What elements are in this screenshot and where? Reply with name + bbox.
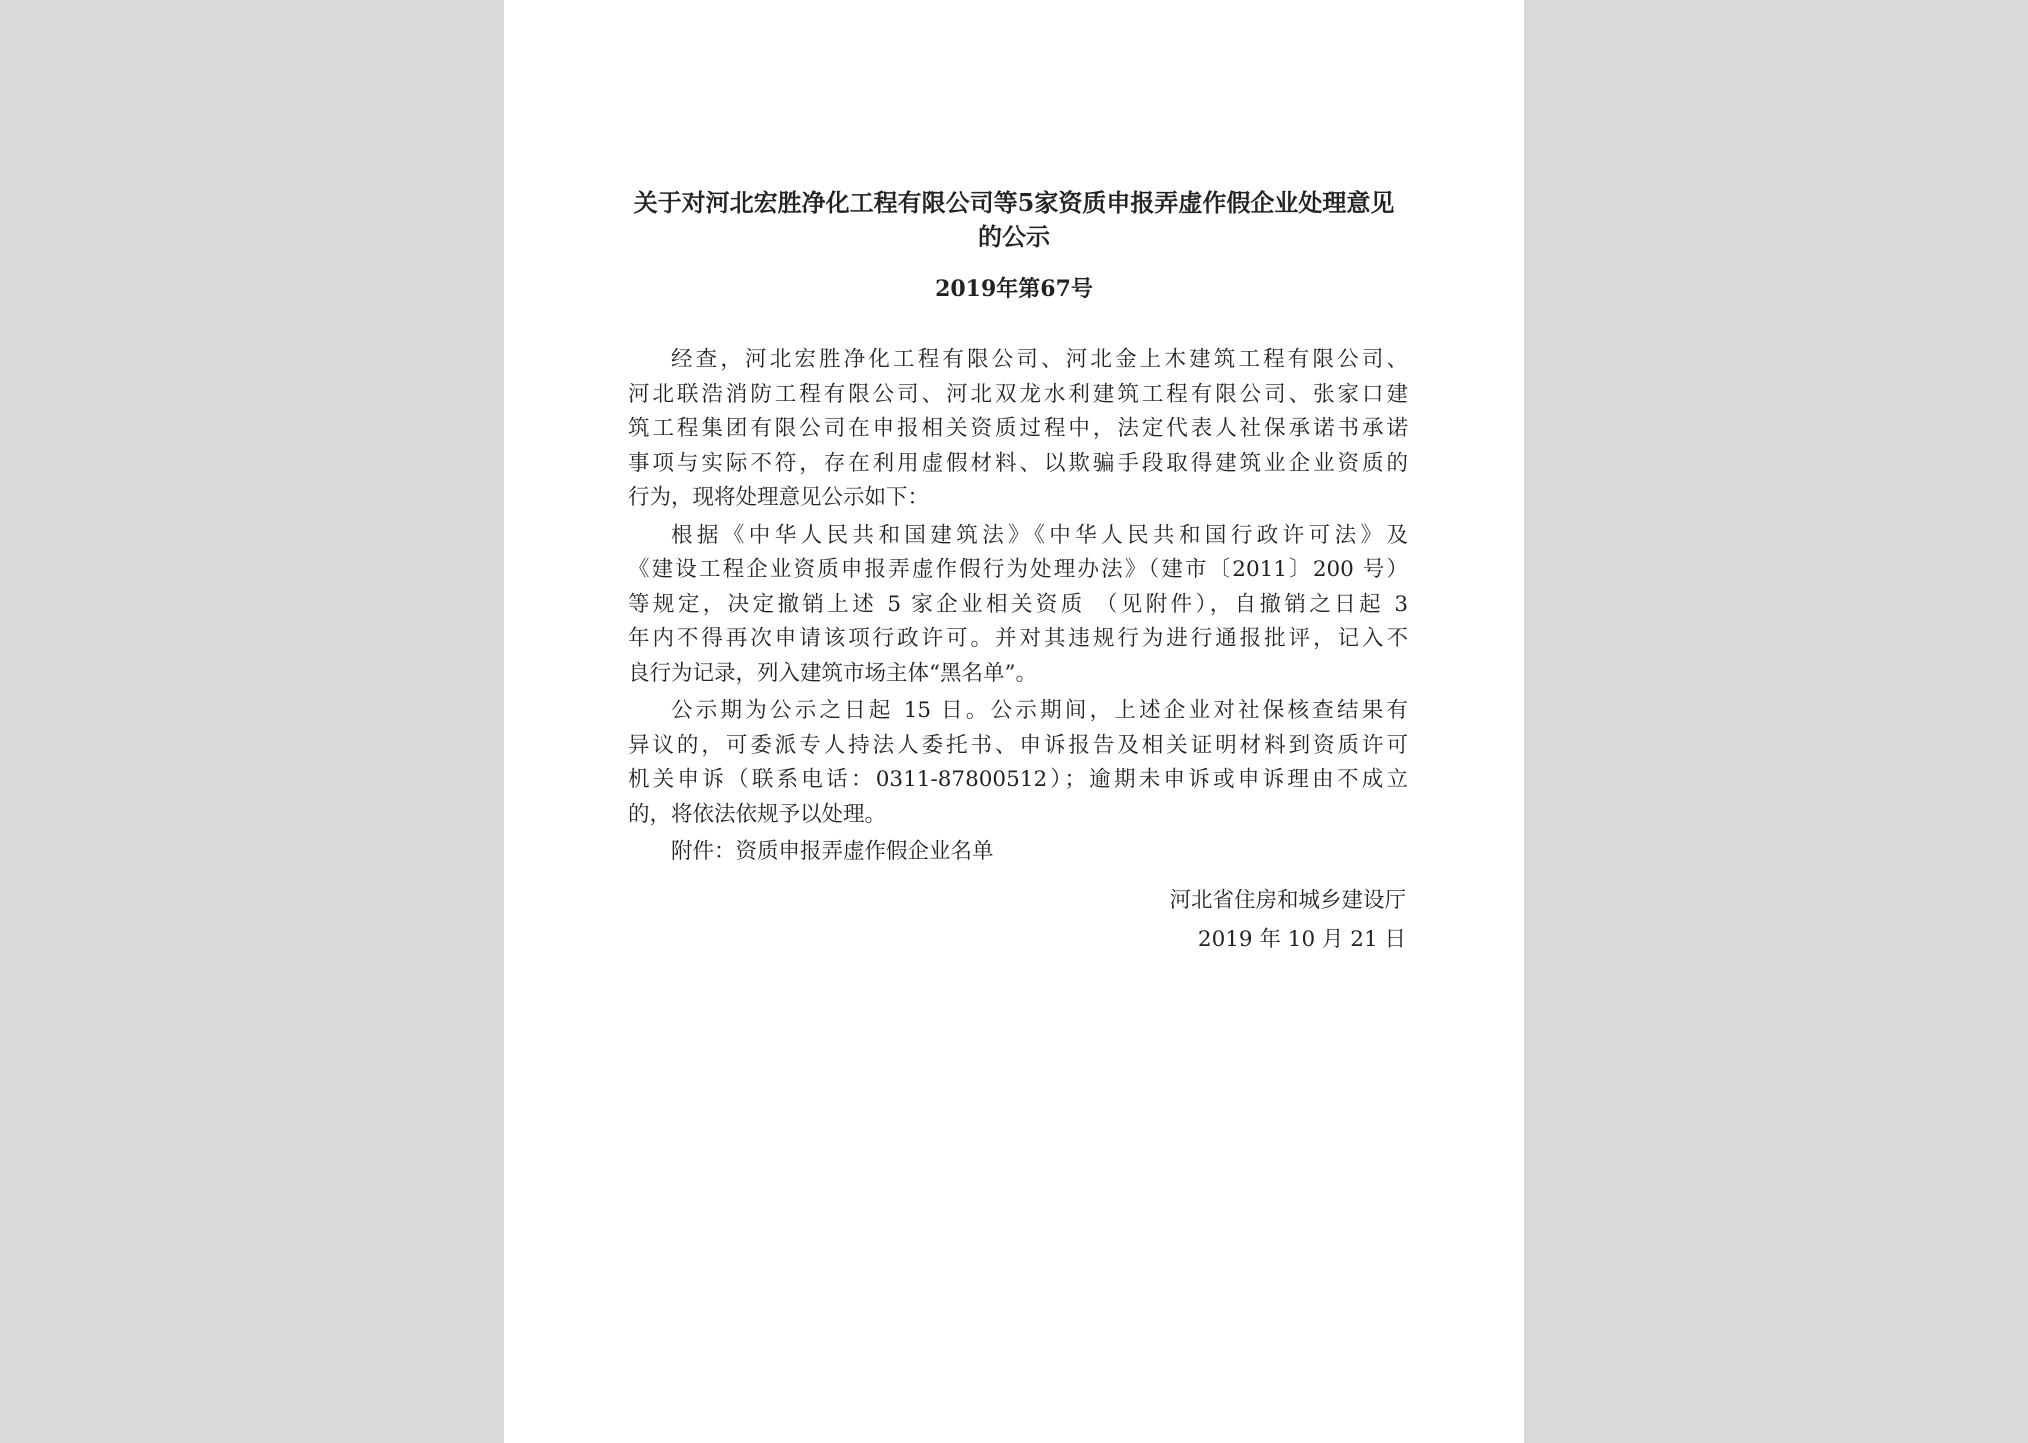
text-line: 根据《中华人民共和国建筑法》《中华人民共和国行政许可法》及 bbox=[671, 522, 1408, 548]
title-line: 关于对河北宏胜净化工程有限公司等5家资质申报弄虚作假企业处理意见 bbox=[633, 188, 1395, 217]
text-line: 年内不得再次申请该项行政许可。并对其违规行为进行通报批评，记入不 bbox=[628, 626, 1408, 651]
attachment-line: 附件：资质申报弄虚作假企业名单 bbox=[671, 839, 994, 864]
text-line: 等规定，决定撤销上述 5 家企业相关资质 （见附件），自撤销之日起 3 bbox=[628, 591, 1408, 617]
paragraph-findings bbox=[628, 343, 1408, 516]
document-body bbox=[628, 343, 1408, 870]
text-line: 行为，现将处理意见公示如下： bbox=[628, 485, 930, 510]
document-page bbox=[504, 0, 1524, 1443]
text-line: 事项与实际不符，存在利用虚假材料、以欺骗手段取得建筑业企业资质的 bbox=[628, 450, 1408, 476]
paragraph-public-notice-period bbox=[628, 694, 1408, 832]
signature-date: 2019 年 10 月 21 日 bbox=[1197, 927, 1406, 952]
text-line: 河北联浩消防工程有限公司、河北双龙水利建筑工程有限公司、张家口建 bbox=[628, 381, 1408, 407]
text-line: 异议的，可委派专人持法人委托书、申诉报告及相关证明材料到资质许可 bbox=[628, 732, 1408, 758]
text-line: 经查，河北宏胜净化工程有限公司、河北金上木建筑工程有限公司、 bbox=[671, 347, 1408, 372]
text-line: 《建设工程企业资质申报弄虚作假行为处理办法》（建市〔2011〕200 号） bbox=[628, 557, 1408, 582]
document-title bbox=[624, 186, 1404, 254]
text-line: 机关申诉（联系电话：0311-87800512）；逾期未申诉或申诉理由不成立 bbox=[628, 767, 1408, 792]
paragraph-attachment bbox=[628, 835, 1408, 870]
text-line: 的，将依法依规予以处理。 bbox=[628, 801, 887, 827]
text-line: 良行为记录，列入建筑市场主体“黑名单”。 bbox=[628, 660, 1037, 686]
document-number: 2019年第67号 bbox=[935, 276, 1093, 302]
text-line: 公示期为公示之日起 15 日。公示期间，上述企业对社保核查结果有 bbox=[671, 698, 1408, 723]
text-line: 筑工程集团有限公司在申报相关资质过程中，法定代表人社保承诺书承诺 bbox=[628, 416, 1408, 441]
title-line: 的公示 bbox=[978, 222, 1050, 251]
signature-organization: 河北省住房和城乡建设厅 bbox=[1169, 888, 1406, 913]
paragraph-decision bbox=[628, 519, 1408, 692]
